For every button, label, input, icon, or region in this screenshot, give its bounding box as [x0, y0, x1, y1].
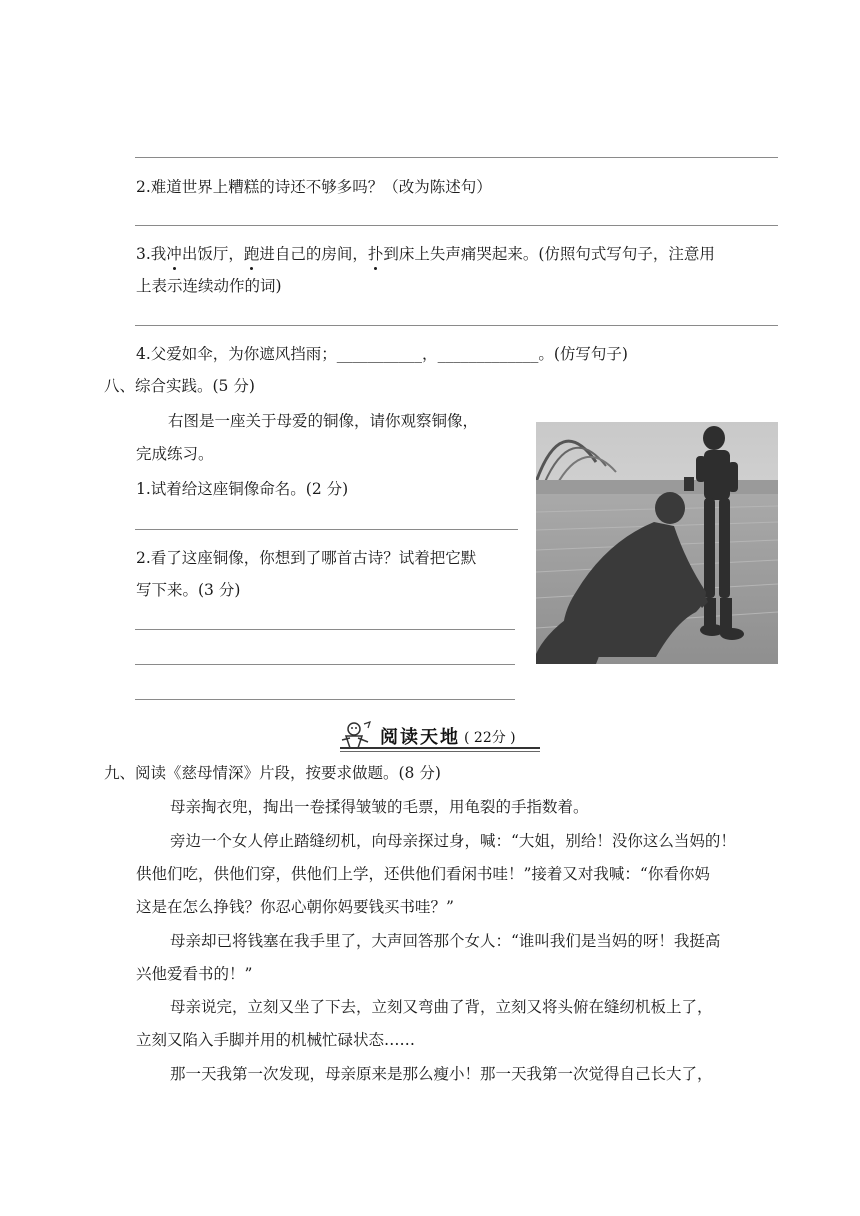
reading-section-score: ( 22分 ) — [464, 730, 516, 746]
answer-line-q7-1[interactable] — [135, 157, 778, 158]
q9-paragraph-2-line-1: 旁边一个女人停止踏缝纫机，向母亲探过身，喊：“大姐，别给！没你这么当妈的！ — [170, 832, 736, 850]
reading-section-title: 阅读天地 — [380, 727, 460, 748]
q9-paragraph-5-line-1: 那一天我第一次发现，母亲原来是那么瘦小！那一天我第一次觉得自己长大了， — [170, 1065, 713, 1083]
q9-paragraph-4-line-2: 立刻又陷入手脚并用的机械忙碌状态…… — [136, 1031, 416, 1049]
answer-line-q8-2c[interactable] — [135, 699, 515, 700]
q8-intro-line-2: 完成练习。 — [136, 445, 214, 463]
q7-item-3-part-c: 进自己的房间， — [259, 245, 368, 263]
answer-line-q7-3[interactable] — [135, 325, 778, 326]
q7-item-4-prompt: 4.父爱如伞，为你遮风挡雨； — [136, 345, 337, 363]
banner-underline-thin — [340, 751, 540, 752]
answer-line-q8-1[interactable] — [135, 529, 518, 530]
q7-item-4-comma: ， — [422, 345, 438, 363]
fill-blank-2[interactable]: _____________ — [437, 345, 539, 363]
q9-paragraph-4-line-1: 母亲说完，立刻又坐了下去，立刻又弯曲了背，立刻又将头俯在缝纫机板上了， — [170, 998, 713, 1016]
q9-heading: 九、阅读《慈母情深》片段，按要求做题。(8 分) — [104, 764, 441, 782]
q7-item-3 — [136, 243, 715, 265]
q9-paragraph-2-line-2: 供他们吃，供他们穿，供他们上学，还供他们看闲书哇！”接着又对我喊：“你看你妈 — [136, 865, 710, 883]
reading-section-banner — [340, 720, 540, 754]
q7-item-4 — [136, 343, 628, 365]
banner-underline — [340, 747, 540, 749]
answer-line-q8-2a[interactable] — [135, 629, 515, 630]
q7-item-2: 2.难道世界上糟糕的诗还不够多吗？（改为陈述句） — [136, 178, 492, 196]
q8-intro-line-1: 右图是一座关于母爱的铜像，请你观察铜像， — [168, 412, 479, 430]
q9-paragraph-3-line-2: 兴他爱看书的！” — [136, 965, 253, 983]
q8-sub-2-line-2: 写下来。(3 分) — [136, 581, 241, 599]
q8-sub-2-line-1: 2.看了这座铜像，你想到了哪首古诗？试着把它默 — [136, 549, 477, 567]
q8-heading: 八、综合实践。(5 分) — [104, 377, 255, 395]
q8-sub-1: 1.试着给这座铜像命名。(2 分) — [136, 480, 349, 498]
q7-item-3-line-2: 上表示连续动作的词) — [136, 277, 282, 295]
answer-line-q8-2b[interactable] — [135, 664, 515, 665]
q7-item-3-part-a: 3.我 — [136, 245, 167, 263]
action-verb-pu: 扑 — [367, 245, 384, 263]
q9-paragraph-1: 母亲掏衣兜，掏出一卷揉得皱皱的毛票，用龟裂的手指数着。 — [170, 798, 589, 816]
q7-item-3-part-d: 到床上失声痛哭起来。(仿照句式写句子，注意用 — [383, 245, 715, 263]
fill-blank-1[interactable]: ___________ — [336, 345, 423, 363]
action-verb-chong: 冲 — [166, 245, 182, 263]
bronze-statue-photo — [536, 422, 778, 664]
q7-item-3-part-b: 出饭厅， — [181, 245, 244, 263]
q7-item-4-end: 。(仿写句子) — [538, 345, 628, 363]
answer-line-q7-2[interactable] — [135, 225, 778, 226]
action-verb-pao: 跑 — [243, 245, 260, 263]
q9-paragraph-3-line-1: 母亲却已将钱塞在我手里了，大声回答那个女人：“谁叫我们是当妈的呀！我挺高 — [170, 932, 721, 950]
q9-paragraph-2-line-3: 这是在怎么挣钱？你忍心朝你妈要钱买书哇？” — [136, 898, 454, 916]
